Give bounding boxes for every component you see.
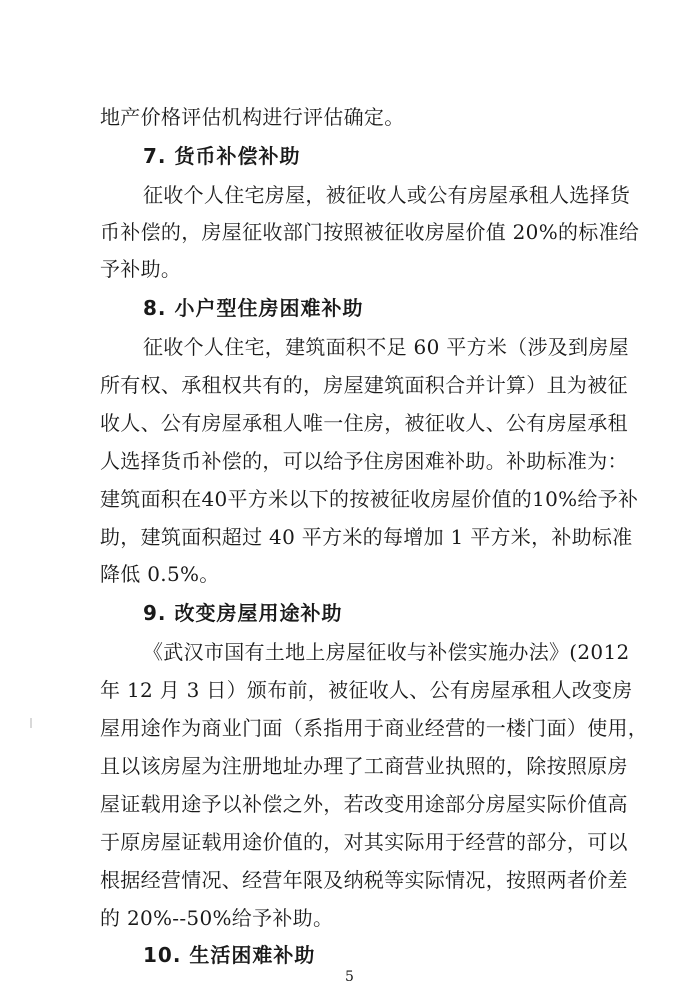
text-line: 予补助。 xyxy=(100,257,182,281)
paragraph-first-line: 《武汉市国有土地上房屋征收与补偿实施办法》(2012 xyxy=(143,640,630,664)
text-line: 地产价格评估机构进行评估确定。 xyxy=(100,105,405,129)
text-line: 的 20%--50%给予补助。 xyxy=(100,906,334,930)
text-line: 建筑面积在40平方米以下的按被征收房屋价值的10%给予补 xyxy=(100,487,639,511)
section-heading-7: 7. 货币补偿补助 xyxy=(143,144,301,168)
paragraph-first-line: 征收个人住宅房屋，被征收人或公有房屋承租人选择货 xyxy=(143,183,631,207)
section-heading-10: 10. 生活困难补助 xyxy=(143,943,316,967)
text-line: 币补偿的，房屋征收部门按照被征收房屋价值 20%的标准给 xyxy=(100,220,640,244)
text-line: 人选择货币补偿的，可以给予住房困难补助。补助标准为： xyxy=(100,449,628,473)
text-line: 屋用途作为商业门面（系指用于商业经营的一楼门面）使用， xyxy=(100,716,649,740)
section-heading-9: 9. 改变房屋用途补助 xyxy=(143,601,343,625)
text-line: 所有权、承租权共有的，房屋建筑面积合并计算）且为被征 xyxy=(100,373,628,397)
text-line: 助，建筑面积超过 40 平方米的每增加 1 平方米，补助标准 xyxy=(100,525,633,549)
section-heading-8: 8. 小户型住房困难补助 xyxy=(143,296,364,320)
text-line: 年 12 月 3 日）颁布前，被征收人、公有房屋承租人改变房 xyxy=(100,678,633,702)
page-number: 5 xyxy=(345,969,354,985)
text-line: 根据经营情况、经营年限及纳税等实际情况，按照两者价差 xyxy=(100,868,628,892)
text-line: 屋证载用途予以补偿之外，若改变用途部分房屋实际价值高 xyxy=(100,792,628,816)
scan-mark xyxy=(30,718,32,728)
text-line: 于原房屋证载用途价值的，对其实际用于经营的部分，可以 xyxy=(100,830,628,854)
text-line: 且以该房屋为注册地址办理了工商营业执照的，除按照原房 xyxy=(100,754,628,778)
paragraph-first-line: 征收个人住宅，建筑面积不足 60 平方米（涉及到房屋 xyxy=(143,335,629,359)
text-line: 降低 0.5%。 xyxy=(100,562,220,586)
text-line: 收人、公有房屋承租人唯一住房，被征收人、公有房屋承租 xyxy=(100,411,628,435)
